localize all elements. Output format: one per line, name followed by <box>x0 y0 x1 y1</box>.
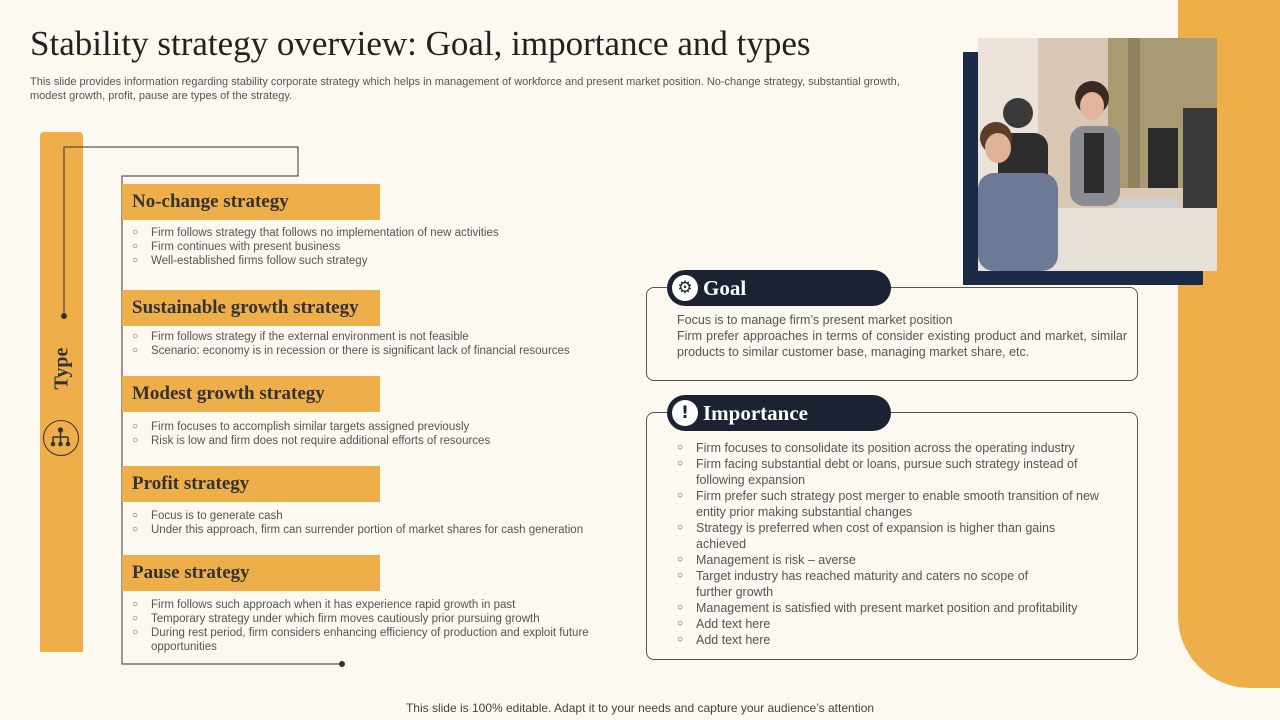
list-item: ○ Firm continues with present business <box>132 240 499 254</box>
list-item: ○ Management is risk – averse <box>677 552 1132 568</box>
strategy-title-pause: Pause strategy <box>122 555 380 591</box>
list-item: ○ Scenario: economy is in recession or there is significant lack of financial resources <box>132 344 570 358</box>
list-item: ○ Under this approach, firm can surrender portion of market shares for cash generation <box>132 523 583 537</box>
page-subtitle: This slide provides information regarding stability corporate strategy which helps in management of workforce and present market position. No-change strategy, substantial growth, modest growth, profit, pause are types of the strategy. <box>30 76 900 102</box>
list-item: ○ Firm facing substantial debt or loans, pursue such strategy instead of following expansion <box>677 456 1106 488</box>
goal-content <box>677 312 1127 360</box>
strategy-bullets-no-change <box>132 226 499 268</box>
list-item: ○ Target industry has reached maturity and caters no scope of further growth <box>677 568 1066 600</box>
strategy-bullets-sustainable-growth <box>132 330 570 358</box>
list-item: ○ Add text here <box>677 632 1132 648</box>
strategy-bullets-pause <box>132 598 602 654</box>
list-item: ○ During rest period, firm considers enhancing efficiency of production and exploit future opportunities <box>132 626 602 654</box>
goal-line: Firm prefer approaches in terms of consider existing product and market, similar products to similar customer base, managing market share, etc. <box>677 329 1127 359</box>
list-item: ○ Firm follows strategy that follows no implementation of new activities <box>132 226 499 240</box>
goal-header <box>667 270 891 306</box>
strategy-title-modest-growth: Modest growth strategy <box>122 376 380 412</box>
list-item: ○ Strategy is preferred when cost of expansion is higher than gains achieved <box>677 520 1056 552</box>
type-label: Type <box>50 347 73 390</box>
list-item: ○ Risk is low and firm does not require additional efforts of resources <box>132 434 490 448</box>
strategy-title-profit: Profit strategy <box>122 466 380 502</box>
importance-title: Importance <box>703 401 808 425</box>
list-item: ○ Firm follows strategy if the external environment is not feasible <box>132 330 570 344</box>
exclamation-icon: ! <box>672 400 698 426</box>
list-item: ○ Add text here <box>677 616 1132 632</box>
strategy-bullets-modest-growth <box>132 420 490 448</box>
team-gear-icon: ⚙ <box>672 275 698 301</box>
office-photo <box>978 38 1217 271</box>
strategy-title-no-change: No-change strategy <box>122 184 380 220</box>
goal-title: Goal <box>703 276 747 300</box>
footer-note: This slide is 100% editable. Adapt it to your needs and capture your audience’s attention <box>405 701 875 715</box>
list-item: ○ Firm focuses to accomplish similar targets assigned previously <box>132 420 490 434</box>
page-title: Stability strategy overview: Goal, importance and types <box>30 24 811 63</box>
goal-line: Focus is to manage firm’s present market position <box>677 313 953 327</box>
list-item: ○ Well-established firms follow such strategy <box>132 254 499 268</box>
list-item: ○ Firm focuses to consolidate its position across the operating industry <box>677 440 1132 456</box>
list-item: ○ Firm follows such approach when it has experience rapid growth in past <box>132 598 602 612</box>
importance-bullets <box>677 440 1132 648</box>
list-item: ○ Focus is to generate cash <box>132 509 583 523</box>
importance-header <box>667 395 891 431</box>
list-item: ○ Management is satisfied with present market position and profitability <box>677 600 1132 616</box>
list-item: ○ Firm prefer such strategy post merger to enable smooth transition of new entity prior making substantial changes <box>677 488 1132 520</box>
list-item: ○ Temporary strategy under which firm moves cautiously prior pursuing growth <box>132 612 602 626</box>
strategy-bullets-profit <box>132 509 583 537</box>
strategy-title-sustainable-growth: Sustainable growth strategy <box>122 290 380 326</box>
